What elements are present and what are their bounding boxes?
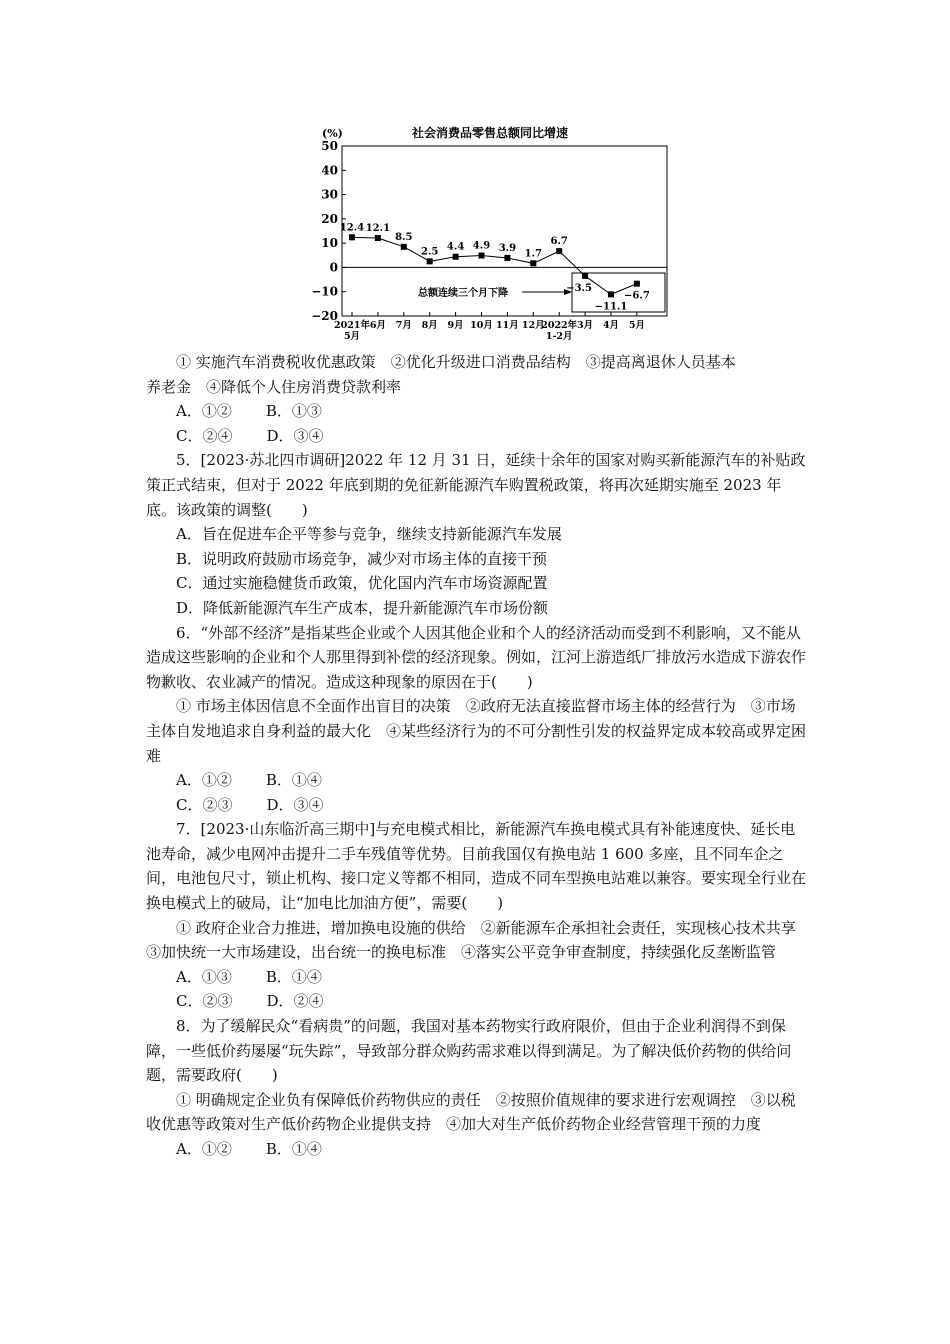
data-point [479,253,485,259]
data-value-label: 1.7 [524,248,543,260]
data-value-label: −6.7 [624,290,650,302]
q6-stem: 6．“外部不经济”是指某些企业或个人因其他企业和个人的经济活动而受到不利影响，又不能从造成这些影响的企业和个人那里得到补偿的经济现象。例如，江河上游造纸厂排放污水造成下游农作物歉收、农业减产的情况。造成这种现象的原因在于( ) [146,623,807,691]
y-axis-unit: (%) [322,127,343,140]
y-tick-label: 20 [321,211,338,226]
x-tick-label: 12月 [521,320,545,331]
q7-answer-c[interactable]: C．②③ [176,992,233,1011]
data-value-label: −3.5 [566,282,592,294]
q5-answer-a[interactable]: A．旨在促进车企平等参与竞争，继续支持新能源汽车发展 [176,525,562,544]
q7-answer-b[interactable]: B．①④ [265,967,322,986]
data-value-label: 12.4 [339,222,365,234]
y-tick-label: −20 [311,309,338,323]
q6-answers-row1 [146,768,808,793]
y-tick-label: 10 [321,236,338,251]
decline-annotation: 总额连续三个月下降 [418,288,508,299]
question-content [146,350,811,1162]
y-tick-label: 0 [329,260,338,275]
data-point [556,248,562,254]
q4-option-list-line1: ① 实施汽车消费税收优惠政策 ②优化升级进口消费品结构 ③提高离退休人员基本 [176,353,736,371]
q8-option-list: ① 明确规定企业负有保障低价药物供应的责任 ②按照价值规律的要求进行宏观调控 ③以税收优惠等政策对生产低价药物企业提供支持 ④加大对生产低价药物企业经营管理干预的力度 [146,1090,796,1134]
data-value-label: −11.1 [594,301,628,313]
q4-answer-a[interactable]: A．①② [176,402,232,421]
q7-option-list: ① 政府企业合力推进，增加换电设施的供给 ②新能源车企承担社会责任，实现核心技术共享 ③加快统一大市场建设，出台统一的换电标准 ④落实公平竞争审查制度，持续强化反垄断监管 [146,918,811,962]
data-value-label: 6.7 [550,236,568,248]
q5-answer-c[interactable]: C．通过实施稳健货币政策，优化国内汽车市场资源配置 [176,574,548,593]
q5-stem: 5．[2023·苏北四市调研]2022 年 12 月 31 日，延续十余年的国家对购买新能源汽车的补贴政策正式结束，但对于 2022 年底到期的免征新能源汽车购置税政策，将再次延期实施至 2023 年底。该政策的调整( ) [146,451,806,519]
q4-option-list-line2: 养老金 ④降低个人住房消费贷款利率 [146,377,402,396]
data-point [375,235,381,241]
q5-answer-d[interactable]: D．降低新能源汽车生产成本，提升新能源汽车市场份额 [176,598,549,617]
q7-answers-row1 [146,965,808,990]
data-point [453,254,459,260]
data-point [582,273,588,279]
data-point [634,281,640,287]
y-tick-label: 30 [321,187,338,202]
q8-stem: 8．为了缓解民众“看病贵”的问题，我国对基本药物实行政府限价，但由于企业利润得不到保障，一些低价药屡屡“玩失踪”，导致部分群众购药需求难以得到满足。为了解决低价药物的供给问题，需要政府( ) [146,1017,792,1085]
x-tick-label: 7月 [395,320,412,331]
data-value-label: 3.9 [498,242,517,254]
x-tick-label: 11月 [496,320,519,331]
x-tick-label: 4月 [602,320,620,331]
q8-answers-row1 [146,1137,808,1162]
q6-answer-c[interactable]: C．②③ [176,795,233,814]
q4-answer-d[interactable]: D．③④ [266,426,324,445]
q7-answers-row2 [146,989,808,1014]
q6-answer-b[interactable]: B．①④ [265,771,322,790]
x-tick-label: 2021年 [334,320,370,331]
q4-answers-row2 [146,424,808,449]
x-tick-label-sub: 1-2月 [545,331,573,342]
q4-answer-b[interactable]: B．①③ [265,402,322,421]
data-point [608,291,614,297]
data-value-label: 4.4 [446,241,465,253]
data-point [530,260,536,266]
chart-title: 社会消费品零售总额同比增速 [411,126,569,140]
q6-answer-a[interactable]: A．①② [176,771,232,790]
y-tick-label: 50 [321,139,338,153]
data-point [401,244,407,250]
q4-answers-row1 [146,399,808,424]
q6-answers-row2 [146,793,808,818]
y-tick-label: 40 [321,163,338,178]
x-tick-label-sub: 5月 [343,331,361,342]
q6-option-list: ① 市场主体因信息不全面作出盲目的决策 ②政府无法直接监督市场主体的经营行为 ③市场主体自发地追求自身利益的最大化 ④某些经济行为的不可分割性引发的权益界定成本较高或界定困难 [146,697,807,765]
data-point [504,255,510,261]
x-tick-label: 10月 [470,320,493,331]
data-point [349,234,355,240]
series-line [352,237,637,294]
x-tick-label: 8月 [421,320,438,331]
q6-answer-d[interactable]: D．③④ [266,795,324,814]
q8-answer-a[interactable]: A．①② [176,1140,232,1158]
q8-answer-b[interactable]: B．①④ [265,1140,322,1158]
q5-answer-b[interactable]: B．说明政府鼓励市场竞争，减少对市场主体的直接干预 [176,549,548,568]
retail-sales-growth-chart [300,116,680,348]
data-value-label: 8.5 [395,231,413,243]
x-tick-label: 9月 [447,320,464,331]
y-tick-label: −10 [311,284,338,299]
x-tick-label: 6月 [369,320,386,331]
data-value-label: 12.1 [365,223,391,235]
x-tick-label: 3月 [577,320,594,331]
q7-answer-a[interactable]: A．①③ [176,967,232,986]
q7-stem: 7．[2023·山东临沂高三期中]与充电模式相比，新能源汽车换电模式具有补能速度快、延长电池寿命，减少电网冲击提升二手车残值等优势。目前我国仅有换电站 1 600 多座，且不同车企之间，电池包尺寸，锁止机构、接口定义等都不相同，造成不同车型换电站难以兼容。要实现全行业在换电模式上的破局，让“加电比加油方便”，需要( ) [146,820,807,913]
q4-answer-c[interactable]: C．②④ [176,426,233,445]
data-value-label: 4.9 [472,240,491,252]
x-tick-label: 2022年 [541,320,578,331]
x-tick-label: 5月 [628,320,645,331]
data-point [427,258,433,264]
data-value-label: 2.5 [420,246,439,258]
q7-answer-d[interactable]: D．②④ [266,992,324,1011]
